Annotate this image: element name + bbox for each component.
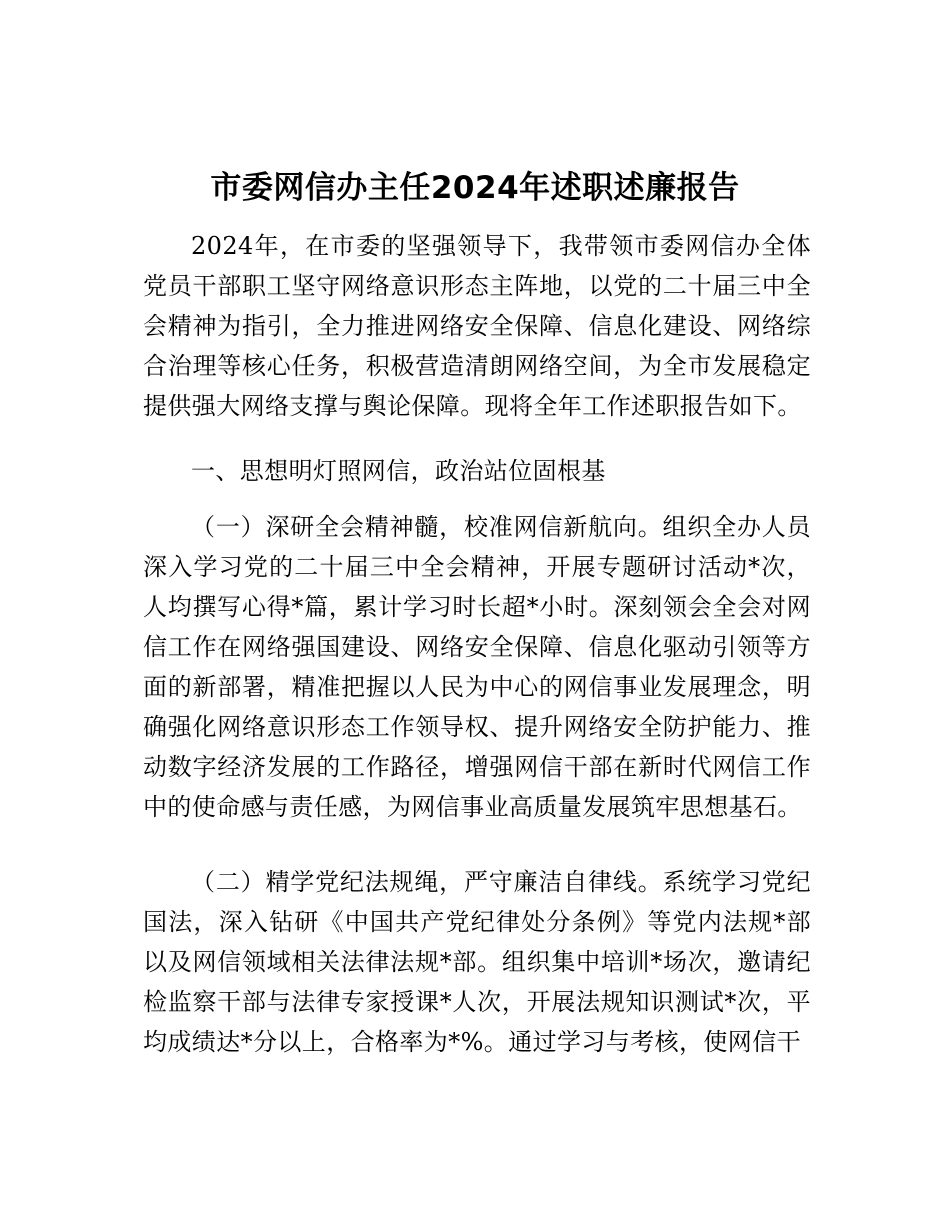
intro-paragraph: 2024年，在市委的坚强领导下，我带领市委网信办全体党员干部职工坚守网络意识形态主阵地，以党的二十届三中全会精神为指引，全力推进网络安全保障、信息化建设、网络综合治理等核心任务，积极营造清朗网络空间，为全市发展稳定提供强大网络支撑与舆论保障。现将全年工作述职报告如下。 — [143, 232, 811, 420]
section-heading-1: 一、思想明灯照网信，政治站位固根基 — [191, 457, 606, 485]
body-paragraph-1: （一）深研全会精神髓，校准网信新航向。组织全办人员深入学习党的二十届三中全会精神，开展专题研讨活动*次，人均撰写心得*篇，累计学习时长超*小时。深刻领会全会对网信工作在网络强国建设、网络安全保障、信息化驱动引领等方面的新部署，精准把握以人民为中心的网信事业发展理念，明确强化网络意识形态工作领导权、提升网络安全防护能力、推动数字经济发展的工作路径，增强网信干部在新时代网信工作中的使命感与责任感，为网信事业高质量发展筑牢思想基石。 — [143, 513, 811, 821]
document-title: 市委网信办主任2024年述职述廉报告 — [210, 170, 740, 206]
body-paragraph-2: （二）精学党纪法规绳，严守廉洁自律线。系统学习党纪国法，深入钻研《中国共产党纪律处分条例》等党内法规*部以及网信领域相关法律法规*部。组织集中培训*场次，邀请纪检监察干部与法律专家授课*人次，开展法规知识测试*次，平均成绩达*分以上，合格率为*%。通过学习与考核，使网信干 — [143, 868, 811, 1056]
